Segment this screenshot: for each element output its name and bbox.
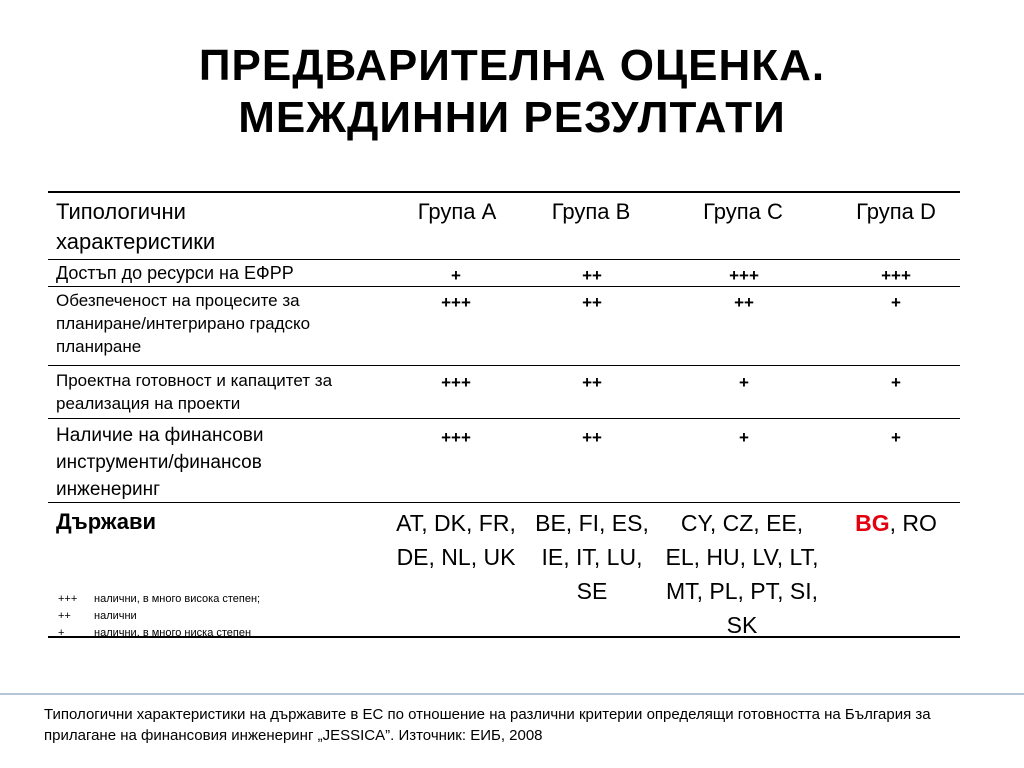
states-group-a: AT, DK, FR, DE, NL, UK [396,510,516,570]
rating-row-1-group-a: + [451,266,461,285]
rating-row-4-group-c: + [739,428,749,447]
states-group-d-highlight: BG [855,510,890,536]
criterion-row-2: Обезпеченост на процесите за планиране/интегрирано градско планиране [56,291,311,356]
legend-text: налични [94,610,137,622]
rating-row-4-group-d: + [891,428,901,447]
header-group-b: Група В [551,199,631,224]
table-rule-row-1 [48,286,960,287]
rating-row-2-group-a: +++ [441,293,471,312]
rating-row-4-group-a: +++ [441,428,471,447]
typology-table [48,191,960,638]
rating-row-3-group-c: + [739,373,749,392]
rating-row-3-group-a: +++ [441,373,471,392]
legend-symbol: + [58,627,65,639]
rating-row-1-group-c: +++ [729,266,759,285]
header-group-a: Група А [417,199,497,224]
states-group-d-rest: , RO [889,510,937,536]
legend-symbol: ++ [58,610,71,622]
rating-row-3-group-b: ++ [582,373,602,392]
legend [58,591,358,642]
header-group-d: Група D [856,199,936,224]
table-rule-row-3 [48,418,960,419]
criterion-row-1: Достъп до ресурси на ЕФРР [56,263,294,283]
criterion-row-4: Наличие на финансови инструменти/финансов инженеринг [56,425,264,500]
legend-item [58,625,358,642]
footer-caption: Типологични характеристики на държавите в ЕС по отношение на различни критерии определящи готовността на България за прилагане на финансовия инженеринг „JESSICA”. Източник: ЕИБ, 2008 [44,706,931,744]
slide-title-line-2: МЕЖДИННИ РЕЗУЛТАТИ [238,93,786,142]
legend-item [58,608,358,625]
table-rule-top [48,191,960,193]
legend-symbol: +++ [58,593,78,605]
rating-row-2-group-d: + [891,293,901,312]
table-rule-header [48,259,960,260]
rating-row-4-group-b: ++ [582,428,602,447]
table-rule-row-2 [48,365,960,366]
states-label: Държави [56,509,157,534]
slide-title-line-1: ПРЕДВАРИТЕЛНА ОЦЕНКА. [198,41,826,90]
header-group-c: Група С [703,199,783,224]
slide-title [0,40,1024,144]
rating-row-3-group-d: + [891,373,901,392]
header-criteria: Типологични характеристики [56,199,216,254]
rating-row-2-group-b: ++ [582,293,602,312]
states-group-b: BE, FI, ES, IE, IT, LU, SE [535,510,649,604]
criterion-row-3: Проектна готовност и капацитет за реализация на проекти [56,371,333,413]
rating-row-1-group-b: ++ [582,266,602,285]
states-group-d [826,506,966,540]
rating-row-2-group-c: ++ [734,293,754,312]
legend-item [58,591,358,608]
legend-text: налични, в много висока степен; [94,593,261,605]
states-group-c: CY, CZ, EE, EL, HU, LV, LT, MT, PL, PT, SI, SK [665,510,819,638]
rating-row-1-group-d: +++ [881,266,911,285]
legend-text: налични, в много ниска степен [94,627,252,639]
footer-divider [0,693,1024,695]
